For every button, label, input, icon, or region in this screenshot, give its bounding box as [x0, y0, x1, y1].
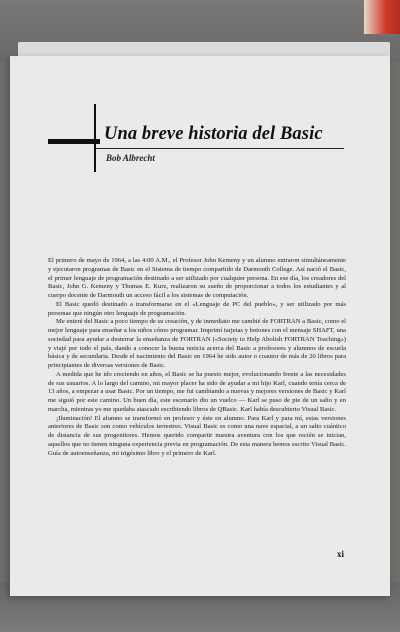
- author-byline: Bob Albrecht: [106, 153, 155, 163]
- chapter-title: Una breve historia del Basic: [104, 124, 323, 144]
- paragraph: El primero de mayo de 1964, a las 4:00 A.M., el Profesor John Kemeny y un alumno entraron simultáneamente y ejecutaron programas de Basic en el Sistema de tiempo compartido de Darmouth College. Así nació el Basic, el primer lenguaje de programación destinado a ser utilizado por cualquier persona. En ese día, los creadores del Basic, John G. Kemeny y Thomas E. Kurz, realizaron su sueño de proporcionar a todos los estudiantes y al cuerpo docente de Darmouth un acceso fácil a los sistemas de computación.: [48, 257, 346, 299]
- red-object-corner: [364, 0, 400, 34]
- paragraph: El Basic quedó destinado a transformarse en el «Lenguaje de PC del pueblo», y ser utilizado por más personas que ningún otro lenguaje de programación.: [48, 300, 346, 317]
- title-bar-accent: [48, 139, 100, 144]
- paragraph: Me enteré del Basic a poco tiempo de su creación, y de inmediato me cambié de FORTRAN a Basic, como el mejor lenguaje para enseñar a los niños cómo programar. Imprimí tarjetas y botones con el mensaje SHAFT, una sociedad para ayudar a desterrar la enseñanza de FORTRAN («Society to Help Abolish FORTRAN Teaching») y viajé por todo el país, dando a conocer la buena noticia acerca del Basic a profesores y alumnos de escuela básica y de secundaria. Desde el nacimiento del Basic en 1964 he sido autor o coautor de más de 20 libros para principiantes de diversas versiones de Basic.: [48, 318, 346, 369]
- paragraph: ¡Iluminación! El alumno se transformó en profesor y éste en alumno. Para Karl y para mí, estas versiones anteriores de Basic son como vehículos terrestres. Visual Basic es como una nave espacial, a un salto cuántico de distancia de sus progenitores. Hemos querido compartir nuestra aventura con los que recién se inician, aquellos que no tienen ninguna experiencia previa en programación. De esta manera hemos escrito Visual Basic. Guía de autoenseñanza, mi trigésimo libro y el primero de Karl.: [48, 414, 346, 457]
- title-underline-rule: [96, 148, 344, 149]
- paragraph: A medida que he ido creciendo en años, el Basic se ha puesto mejor, evolucionando frente a las necesidades de sus usuarios. A lo largo del camino, mi mayor placer ha sido de ayudar a mi hijo Karl, cuando tenía cerca de 13 años, a empezar a usar Basic. Por un tiempo, me fui cambiando a nuevas y mejores versiones de Basic y Karl me siguió por este camino. Un buen día, este escenario dio un vuelco — Karl se puso de pie de un salto y en marcha, mientras yo me quedaba atascado escribiendo libros de QBasic. Karl había descubierto Visual Basic.: [48, 370, 346, 413]
- page-number: xi: [337, 549, 345, 559]
- article-body: [48, 257, 346, 458]
- title-vertical-rule: [94, 104, 96, 172]
